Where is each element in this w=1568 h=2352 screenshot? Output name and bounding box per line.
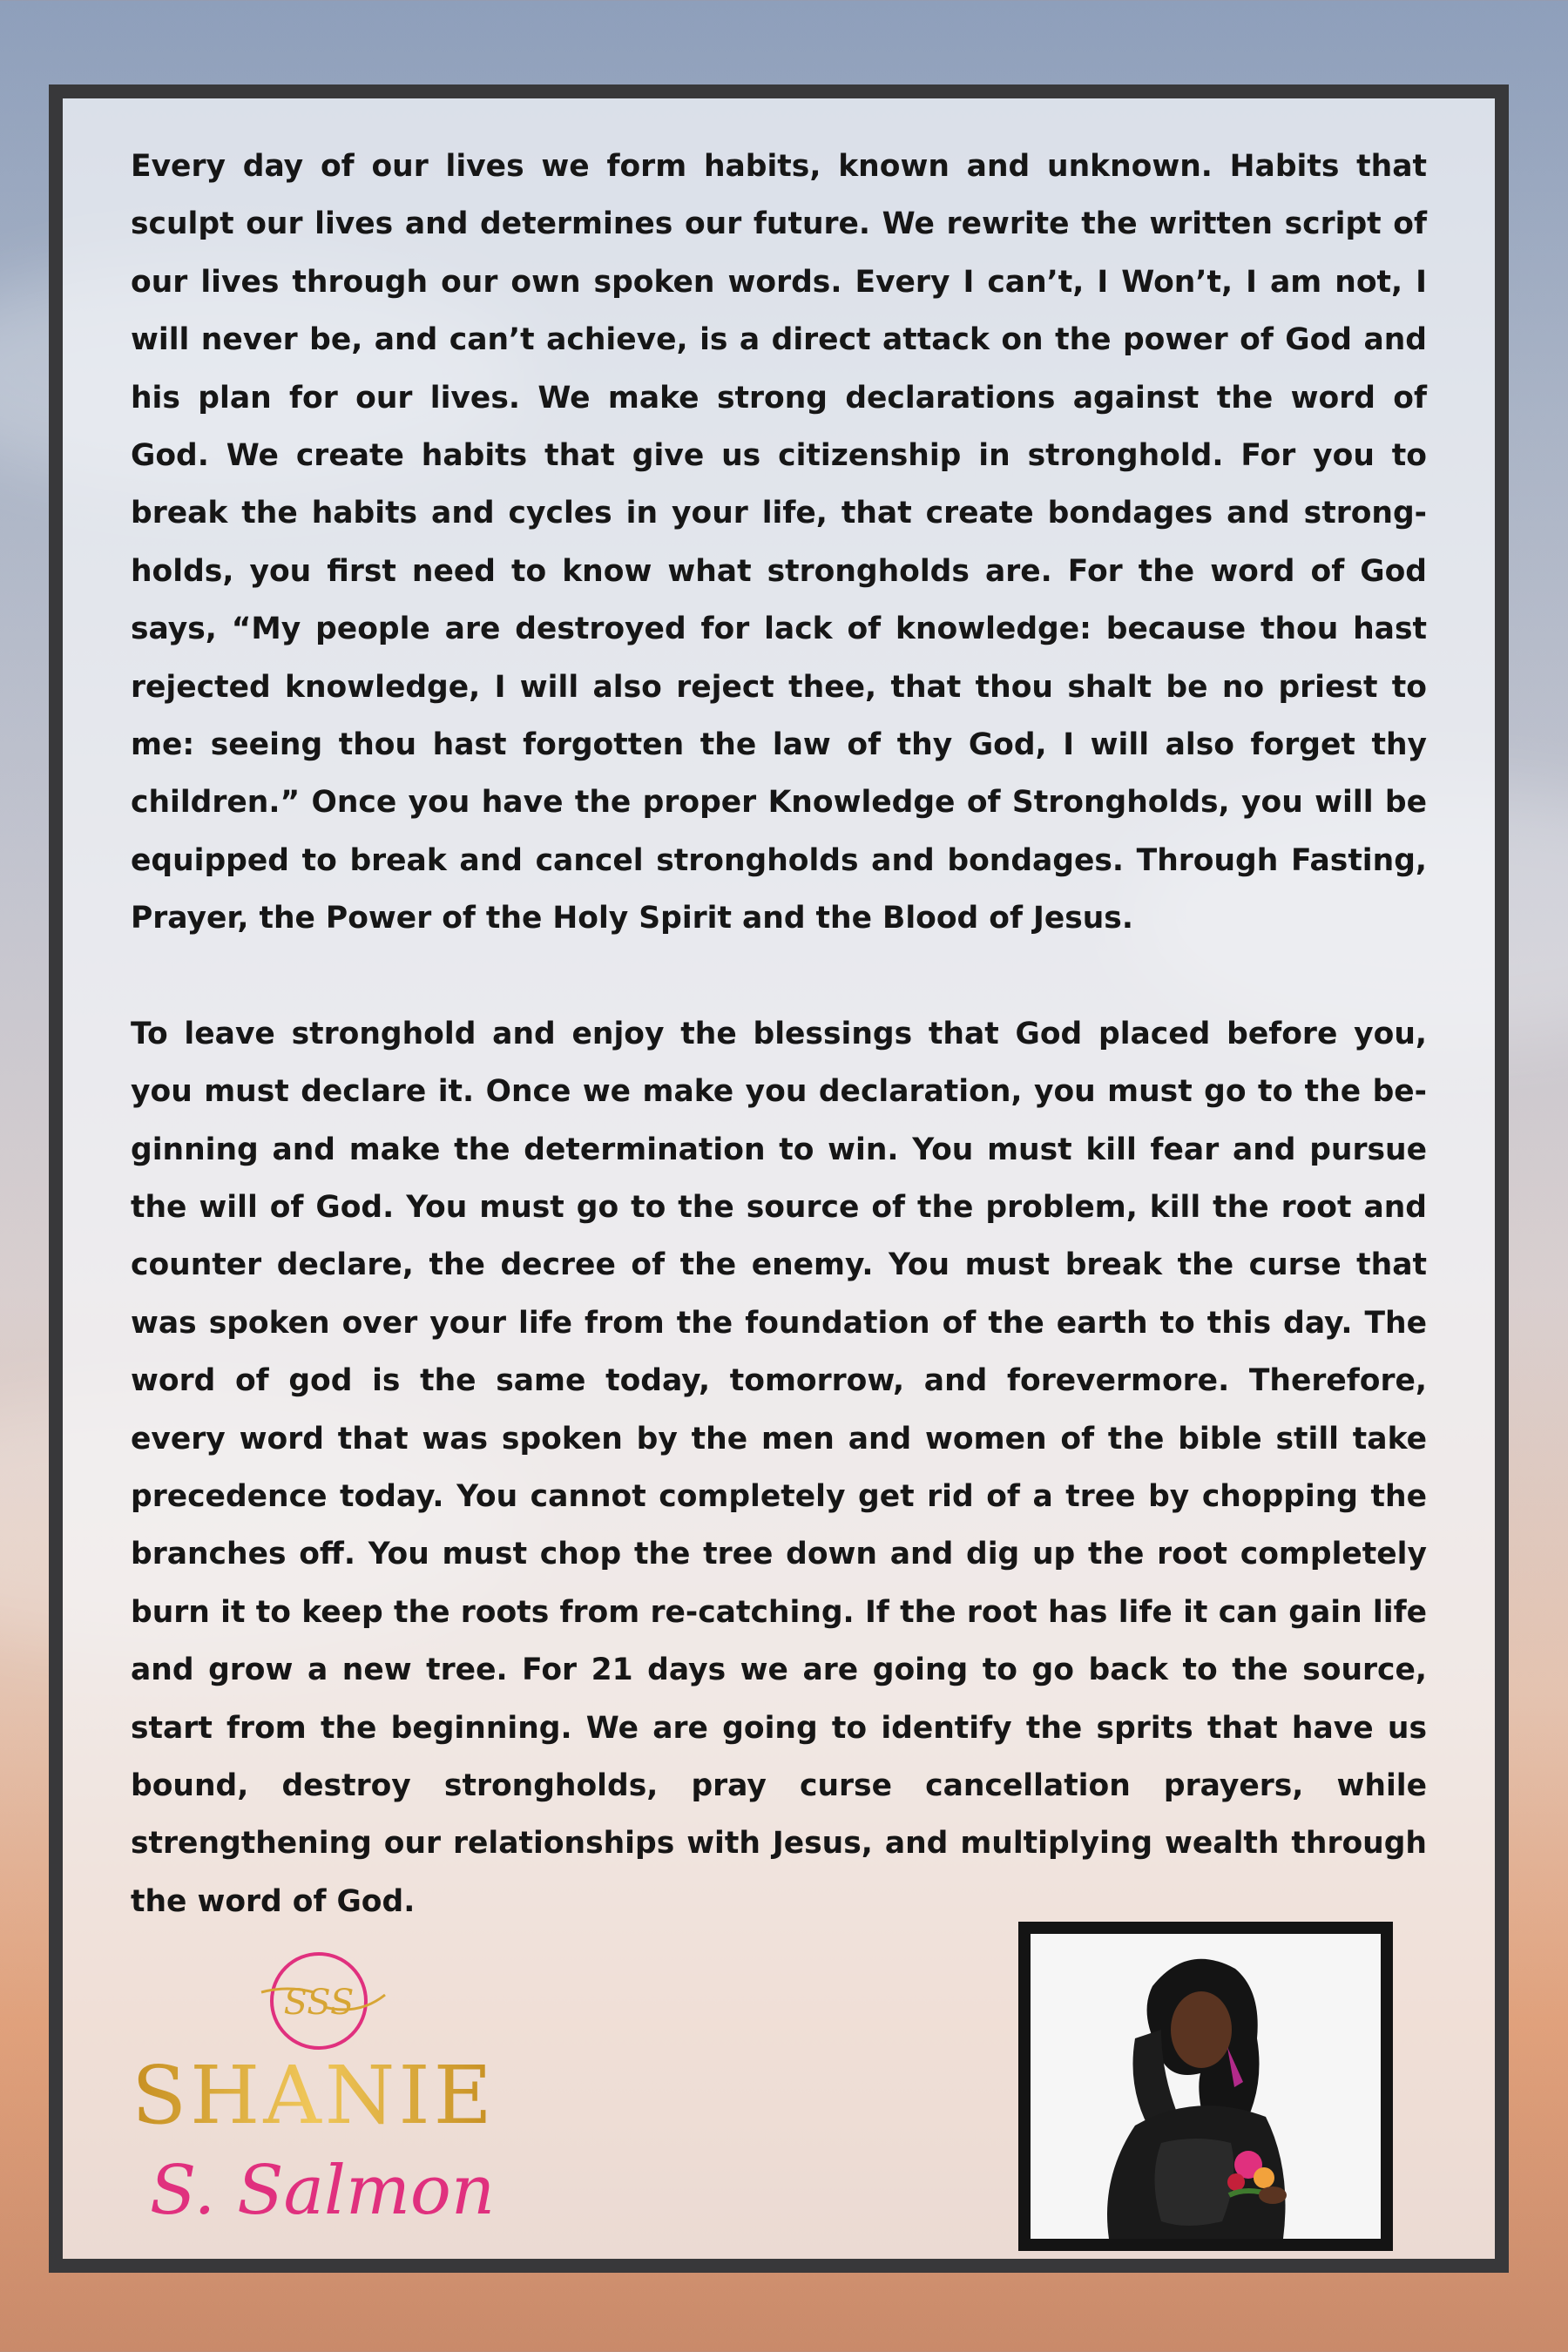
logo-last-name: S. Salmon: [149, 2152, 496, 2230]
paragraph-2: To leave stronghold and enjoy the blessings that God placed before you, you must declare it. Once we make you declaration, you must go to the be-ginning and make the determination to win. You must kill fear and pursue the will of God. You must go to the source of the problem, kill the root and counter declare, the decree of the enemy. You must break the curse that was spoken over your life from the foundation of the earth to this day. The word of god is the same today, tomorrow, and forevermore. Therefore, every word that was spoken by the men and women of the bible still take precedence today. You cannot completely get rid of a tree by chopping the branches off. You must chop the tree down and dig up the root completely burn it to keep the roots from re-catching. If the root has life it can gain life and grow a new tree. For 21 days we are going to go back to the source, start from the beginning. We are going to identify the sprits that have us bound, destroy strongholds, pray curse cancellation prayers, while strengthening our relationships with Jesus, and multiplying wealth through the word of God.: [131, 1016, 1427, 1919]
logo-first-name: SHANIE: [132, 2049, 496, 2142]
monogram-circle-icon: [131, 1944, 514, 2058]
author-photo: [1031, 1934, 1381, 2239]
author-logo: [131, 1944, 514, 2232]
paragraph-1: Every day of our lives we form habits, known and unknown. Habits that sculpt our lives and determines our future. We rewrite the written script of our lives through our own spoken words. Every I can’t, I Won’t, I am not, I will never be, and can’t achieve, is a direct attack on the power of God and his plan for our lives. We make strong declarations against the word of God. We create habits that give us citizenship in stronghold. For you to break the habits and cycles in your life, that create bondages and strong-holds, you first need to know what strongholds are. For the word of God says, “My people are destroyed for lack of knowledge: because thou hast rejected knowledge, I will also reject thee, that thou shalt be no priest to me: seeing thou hast forgotten the law of thy God, I will also forget thy children.” Once you have the proper Knowledge of Strongholds, you will be equipped to break and cancel strongholds and bondages. Through Fasting, Prayer, the Power of the Holy Spirit and the Blood of Jesus.: [131, 149, 1427, 936]
author-portrait-icon: [1031, 1934, 1381, 2239]
author-photo-frame: [1018, 1922, 1393, 2251]
monogram-text: SSS: [283, 1983, 355, 2023]
document-body: [131, 138, 1427, 1930]
